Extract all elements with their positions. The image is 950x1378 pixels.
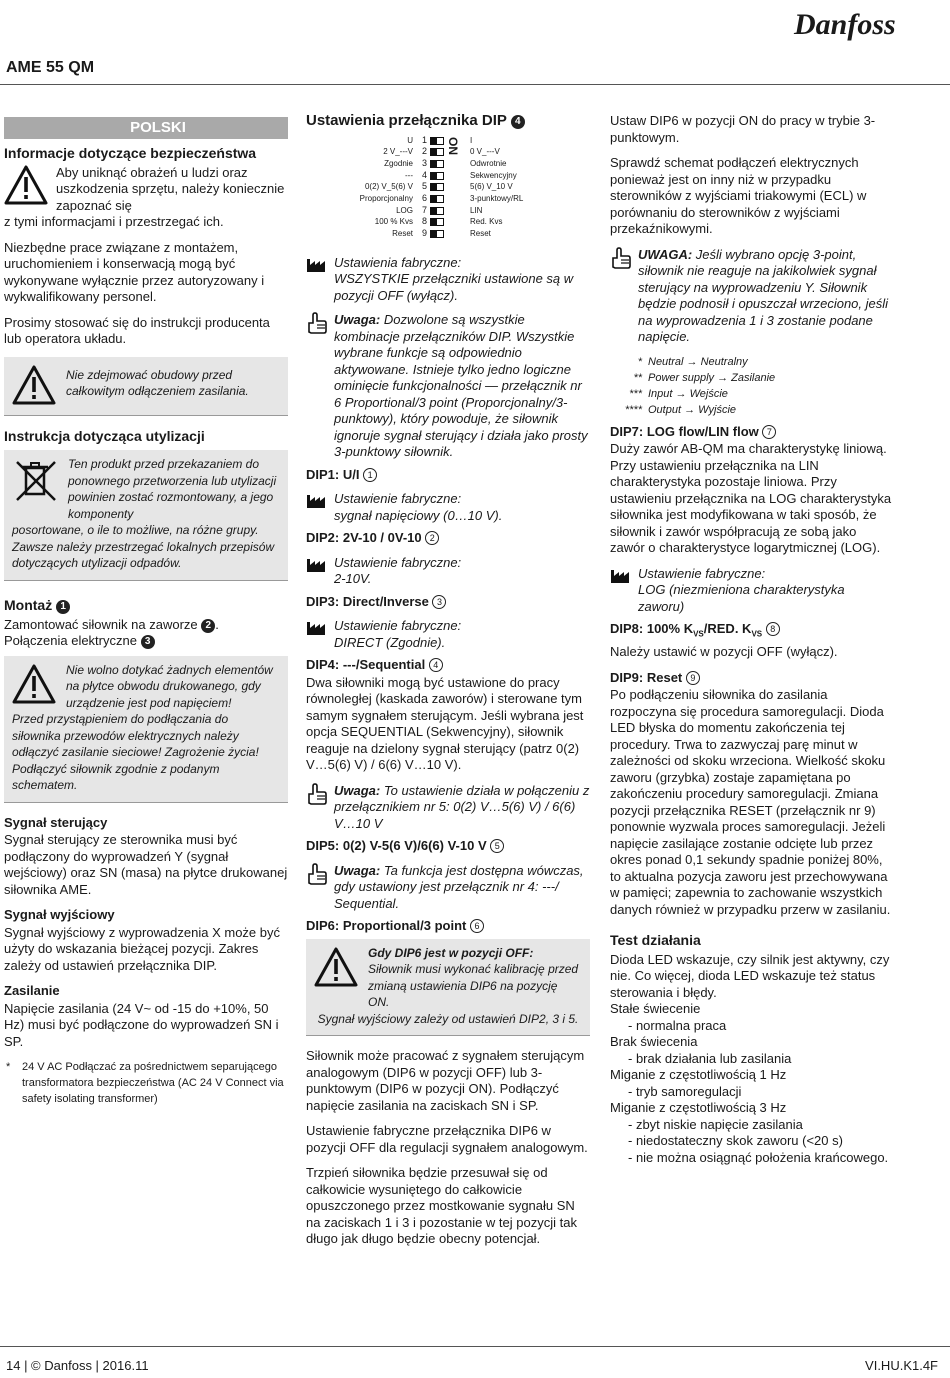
dip-switch-slider bbox=[430, 207, 444, 215]
dip-right-label: Red. Kvs bbox=[470, 217, 503, 227]
dip-switch-table bbox=[306, 135, 590, 245]
safety-warn-text-2: z tymi informacjami i przestrzegać ich. bbox=[4, 214, 224, 229]
dip-switch-number: 9 bbox=[422, 228, 428, 239]
step-2-badge: 2 bbox=[201, 619, 215, 633]
warning-triangle-icon bbox=[314, 947, 360, 989]
test-text: Dioda LED wskazuje, czy silnik jest aktywny, czy nie. Co więcej, dioda LED wskazuje też status sterowania i błędy. bbox=[610, 951, 890, 1000]
cover-warning-box bbox=[4, 357, 288, 416]
legend-row bbox=[618, 402, 894, 418]
dip6-warn-bold: Gdy DIP6 jest w pozycji OFF: bbox=[368, 945, 534, 960]
dip6-title: DIP6: Proportional/3 point 6 bbox=[306, 918, 590, 935]
dip8-title: DIP8: 100% $K_{VS}$/RED. $K_{VS}$ 8 bbox=[610, 621, 894, 643]
dip9-title: DIP9: Reset 9 bbox=[610, 670, 894, 687]
dip4-num: 4 bbox=[429, 658, 443, 672]
dip3-title: DIP3: Direct/Inverse 3 bbox=[306, 594, 590, 611]
dip4-note bbox=[306, 783, 590, 833]
led-status-detail: - tryb samoregulacji bbox=[628, 1083, 742, 1099]
dip-left-label: Reset bbox=[392, 229, 413, 239]
dip-switch-slider bbox=[430, 218, 444, 226]
dip3-factory bbox=[306, 618, 590, 651]
factory-icon bbox=[306, 555, 334, 588]
danfoss-logo bbox=[788, 4, 898, 44]
dip-left-label: U bbox=[407, 135, 413, 145]
dip-switch-number: 7 bbox=[422, 204, 428, 215]
cover-warning-text: Nie zdejmować obudowy przed całkowitym odłączeniem zasilania. bbox=[66, 367, 249, 398]
dip7-num: 7 bbox=[762, 425, 776, 439]
dip-switch-slider bbox=[430, 195, 444, 203]
dip-switch-number: 2 bbox=[422, 146, 428, 157]
note-text: Dozwolone są wszystkie kombinacje przełączników DIP. Wszystkie wybrane funkcje są odpowiednio aktywowane. Istnieje tylko jedno logiczne ominięcie funkcjonalności — przełącznik nr 6 Proportional/3 point (Proporcjonalny/3-punktowy), który powoduje, że siłownik ignoruje sygnał sterujący i działa jako prosty 3-punktowy siłownik. bbox=[334, 312, 588, 459]
dip-right-label: 3-punktowy/RL bbox=[470, 194, 524, 204]
legend-star: **** bbox=[624, 403, 642, 416]
dip6-on-text: Ustaw DIP6 w pozycji ON do pracy w trybie 3-punktowym. bbox=[610, 113, 876, 145]
footnote-star: * bbox=[6, 1061, 11, 1073]
elec-warning-head: Nie wolno dotykać żadnych elementów na płytce obwodu drukowanego, gdy urządzenie jest pod napięciem! bbox=[66, 662, 273, 710]
led-status-detail: - zbyt niskie napięcie zasilania bbox=[628, 1116, 803, 1132]
disposal-text-tail: posortowane, o ile to możliwe, na różne grupy. Zawsze należy przestrzegać lokalnych przepisów dotyczących utylizacji odpadów. bbox=[12, 523, 275, 570]
dip-left-label: Proporcjonalny bbox=[359, 194, 413, 204]
dip-switch-number: 3 bbox=[422, 157, 428, 168]
dip7-text: Duży zawór AB-QM ma charakterystykę liniową. Przy ustawieniu przełącznika na LIN charakterystyka pozostaje liniowa. Przy ustawieniu przełącznika na LOG charakterystyka siłownika jest modyfikowana w taki sposób, że siłownik i zawór współpracują ze sobą jako zawór o charakterystyce logarytmicznej (LOG). bbox=[610, 441, 892, 555]
test-title: Test działania bbox=[610, 932, 701, 949]
legend-text: Power supply → Zasilanie bbox=[648, 371, 776, 384]
dip2-factory-label: Ustawienie fabryczne: bbox=[334, 554, 462, 570]
language-band: POLSKI bbox=[4, 117, 288, 139]
dip1-factory-label: Ustawienie fabryczne: bbox=[334, 491, 462, 506]
dip4-note-text: To ustawienie działa w połączeniu z przełącznikiem nr 5: 0(2) V…5(6) V) / 6(6) V…10 V bbox=[334, 782, 590, 831]
dip-left-label: 2 V_---V bbox=[383, 147, 413, 157]
dip5-num: 5 bbox=[490, 839, 504, 853]
dip2-num: 2 bbox=[425, 531, 439, 545]
factory-label: Ustawienia fabryczne: bbox=[334, 254, 462, 270]
dip1-factory-text: sygnał napięciowy (0…10 V). bbox=[334, 507, 503, 523]
dip-switch-number: 1 bbox=[422, 134, 428, 145]
warn-label: UWAGA: bbox=[638, 246, 693, 262]
dip-left-label: --- bbox=[405, 170, 413, 180]
dip5-title: DIP5: 0(2) V-5(6 V)/6(6) V-10 V 5 bbox=[306, 838, 590, 855]
footer-rule bbox=[0, 1346, 950, 1347]
dip3-factory-label: Ustawienie fabryczne: bbox=[334, 618, 462, 633]
dip9-text: Po podłączeniu siłownika do zasilania rozpoczyna się procedura samoregulacji. Dioda LED błyska do momentu zakończenia tej procedury. Trwa to zazwyczaj parę minut w zależności od skoku wrzeciona. Wielkość skoku zaworu (grzybka) zostaje zapamiętana po zakończeniu procedury samoregulacji. Zmiana pozycji przełącznika RESET (przełącznik nr 9) ponownie wyzwala proces samoregulacji. Jeżeli napięcie zasilające zostanie odcięte lub przez okres ponad 0,1 sekundy spadnie poniżej 80%, to aktualna pozycja zaworu jest przechowywana w pamięci; zapewnia to zachowanie wszystkich danych również w przypadku przerw w zasilaniu. bbox=[610, 687, 891, 917]
dip6-warn-text: Siłownik musi wykonać kalibrację przed zmianą ustawienia DIP6 na pozycję ON. bbox=[368, 962, 579, 1009]
factory-icon bbox=[610, 566, 638, 616]
led-status-mode: Stałe świecenie bbox=[610, 1001, 701, 1017]
dip-on-label: ON bbox=[446, 136, 460, 155]
para-personnel: Niezbędne prace związane z montażem, uruchomieniem i konserwacją mogą być wykonywane wyłącznie przez autoryzowany i wykwalifikowany personel. bbox=[4, 239, 265, 304]
step-1-badge: 1 bbox=[56, 600, 70, 614]
warning-triangle-icon bbox=[4, 165, 56, 215]
dip7-title: DIP7: LOG flow/LIN flow 7 bbox=[610, 424, 894, 441]
dip-right-label: LIN bbox=[470, 205, 483, 215]
led-status-detail: - nie można osiągnąć położenia krańcowego. bbox=[628, 1149, 889, 1165]
crossed-bin-icon bbox=[12, 458, 60, 500]
dip2-title: DIP2: 2V-10 / 0V-10 2 bbox=[306, 530, 590, 547]
safety-warn-text: Aby uniknąć obrażeń u ludzi oraz uszkodzenia sprzętu, należy koniecznie zapoznać się bbox=[56, 164, 285, 213]
dip1-title: DIP1: U/I 1 bbox=[306, 467, 590, 484]
disposal-box bbox=[4, 450, 288, 581]
legend-star: *** bbox=[629, 387, 642, 400]
mount-line-2: Połączenia elektryczne 3 bbox=[4, 633, 288, 650]
dip6-warn-tail: Sygnał wyjściowy zależy od ustawień DIP2, 3 i 5. bbox=[317, 1011, 579, 1026]
out-signal-title: Sygnał wyjściowy bbox=[4, 907, 115, 922]
mount-title: Montaż 1 bbox=[4, 597, 288, 614]
led-status-detail: - niedostateczny skok zaworu (<20 s) bbox=[628, 1133, 843, 1149]
factory-settings-note bbox=[306, 255, 590, 305]
column-1 bbox=[4, 113, 288, 1107]
led-status-detail: - brak działania lub zasilania bbox=[628, 1050, 792, 1066]
hand-pointer-icon bbox=[610, 247, 638, 346]
dip7-factory-label: Ustawienie fabryczne: bbox=[638, 565, 766, 581]
figure-4-badge: 4 bbox=[511, 115, 525, 129]
dip-switch-slider bbox=[430, 183, 444, 191]
supply-title: Zasilanie bbox=[4, 983, 60, 998]
legend-row bbox=[618, 354, 894, 370]
legend-star: * bbox=[637, 355, 642, 368]
legend-text: Output → Wyjście bbox=[648, 403, 737, 416]
dip-switch-graphic bbox=[420, 135, 460, 245]
dip5-note bbox=[306, 863, 590, 913]
led-status-mode: Miganie z częstotliwością 3 Hz bbox=[610, 1100, 787, 1116]
hand-pointer-icon bbox=[306, 783, 334, 833]
dip3-factory-text: DIRECT (Zgodnie). bbox=[334, 634, 446, 650]
safety-warning bbox=[4, 165, 288, 231]
dip8-num: 8 bbox=[766, 622, 780, 636]
dip-switch-number: 6 bbox=[422, 193, 428, 203]
dip6-para-1: Siłownik może pracować z sygnałem sterującym analogowym (DIP6 w pozycji OFF) lub 3-punktowym (DIP6 w pozycji ON). Podłączyć napięcie zasilania na zaciskach SN i SP. bbox=[306, 1048, 585, 1113]
dip-right-label: Sekwencyjny bbox=[470, 170, 517, 180]
three-point-warning bbox=[610, 247, 894, 346]
footnote bbox=[6, 1059, 288, 1107]
dip1-factory bbox=[306, 491, 590, 524]
dip-switch-number: 5 bbox=[422, 181, 428, 192]
led-status-mode: Miganie z częstotliwością 1 Hz bbox=[610, 1067, 787, 1083]
dip6-para-3: Trzpień siłownika będzie przesuwał się od całkowicie wysuniętego do całkowicie opuszczonego przez mostkowanie sygnału SN na zaciskach 1 i 3 i pozostanie w tej pozycji tak długo jak długo będzie obecny potencjał. bbox=[306, 1165, 577, 1246]
dip1-num: 1 bbox=[363, 468, 377, 482]
dip7-factory bbox=[610, 566, 894, 616]
warning-triangle-icon bbox=[12, 664, 58, 706]
dip4-note-label: Uwaga: bbox=[334, 782, 381, 798]
legend-star: ** bbox=[633, 371, 642, 384]
dip-switch-slider bbox=[430, 148, 444, 156]
factory-icon bbox=[306, 618, 334, 651]
ctrl-signal-title: Sygnał sterujący bbox=[4, 814, 108, 830]
dip2-factory-text: 2-10V. bbox=[334, 571, 372, 586]
factory-text: WSZYSTKIE przełączniki ustawione są w pozycji OFF (wyłącz). bbox=[334, 271, 574, 303]
dip8-text: Należy ustawić w pozycji OFF (wyłącz). bbox=[610, 644, 838, 660]
dip-right-label: I bbox=[470, 135, 473, 145]
disposal-title: Instrukcja dotycząca utylizacji bbox=[4, 427, 205, 444]
warning-triangle-icon bbox=[12, 365, 58, 407]
elec-warning-tail: Przed przystąpieniem do podłączania do siłownika przewodów elektrycznych należy odłączyć zasilanie sieciowe! Zagrożenie życia! Podłączyć siłownik zgodnie z podanym schematem. bbox=[12, 712, 259, 792]
footer-page-info: 14 | © Danfoss | 2016.11 bbox=[6, 1358, 149, 1373]
dip-left-label: Zgodnie bbox=[384, 158, 413, 168]
column-2 bbox=[306, 113, 590, 1257]
dip-right-label: 5(6) V_10 V bbox=[470, 182, 513, 192]
logo-wordmark: Danfoss bbox=[794, 8, 896, 41]
dip-left-label: LOG bbox=[396, 205, 413, 215]
factory-icon bbox=[306, 491, 334, 524]
dip-right-labels bbox=[460, 135, 523, 245]
disposal-text-head: Ten produkt przed przekazaniem do ponownego przetworzenia lub utylizacji powinien zostać rozmontowany, a jego komponenty bbox=[68, 457, 277, 521]
dip6-para-2: Ustawienie fabryczne przełącznika DIP6 w pozycji OFF dla regulacji sygnałem analogowym. bbox=[306, 1123, 588, 1155]
dip-right-label: Odwrotnie bbox=[470, 158, 507, 168]
dip-switch-number: 8 bbox=[422, 216, 428, 227]
legend-row bbox=[618, 370, 894, 386]
factory-icon bbox=[306, 255, 334, 305]
led-status-detail: - normalna praca bbox=[628, 1017, 727, 1033]
led-status-mode: Brak świecenia bbox=[610, 1034, 698, 1050]
footnote-text: 24 V AC Podłączać za pośrednictwem separującego transformatora bezpieczeństwa (AC 24 V Connect via safety isolating transformer) bbox=[22, 1061, 284, 1105]
footer-doc-code: VI.HU.K1.4F bbox=[865, 1358, 938, 1373]
dip-right-label: 0 V_---V bbox=[470, 147, 500, 157]
note-label: Uwaga: bbox=[334, 312, 381, 327]
legend-text: Neutral → Neutralny bbox=[648, 355, 748, 368]
dip3-num: 3 bbox=[432, 595, 446, 609]
mount-line-1: Zamontować siłownik na zaworze 2 . bbox=[4, 616, 219, 632]
step-3-badge: 3 bbox=[141, 635, 155, 649]
dip-settings-title: Ustawienia przełącznika DIP 4 bbox=[306, 113, 590, 130]
dip-switch-slider bbox=[430, 172, 444, 180]
led-status-list bbox=[610, 1001, 894, 1166]
header-rule bbox=[0, 84, 950, 85]
dip6-num: 6 bbox=[470, 919, 484, 933]
para-instructions: Prosimy stosować się do instrukcji producenta lub operatora układu. bbox=[4, 314, 270, 346]
safety-title: Informacje dotyczące bezpieczeństwa bbox=[4, 145, 257, 161]
out-signal-text: Sygnał wyjściowy z wyprowadzenia X może być użyty do wskazania bieżącej pozycji. Zakres zależy od ustawień przełącznika DIP. bbox=[4, 924, 280, 973]
column-3 bbox=[610, 113, 894, 1166]
dip-note bbox=[306, 312, 590, 461]
legend-text: Input → Wejście bbox=[648, 387, 728, 400]
legend-row bbox=[618, 386, 894, 402]
dip6-warning-box bbox=[306, 939, 590, 1037]
dip4-title: DIP4: ---/Sequential 4 bbox=[306, 657, 590, 674]
dip4-text: Dwa siłowniki mogą być ustawione do pracy równoległej (kaskada zaworów) i sterowane tym samym sygnałem sterującym. Jeśli wybrana jest opcja SEQUENTIAL (Sekwencyjny), siłownik reaguje na dzielony sygnał sterujący (patrz 0(2) V…5(6) V) / 6(6) V…10 V). bbox=[306, 674, 584, 772]
doc-title: AME 55 QM bbox=[6, 59, 95, 76]
dip-switch-slider bbox=[430, 137, 444, 145]
dip2-factory bbox=[306, 555, 590, 588]
wiring-text: Sprawdź schemat podłączeń elektrycznych ponieważ jest on inny niż w przypadku sterowników z wyjściami triakowymi (ECL) w porównaniu do sterowników z wyjściami przekaźnikowymi. bbox=[610, 155, 867, 236]
warn-text: Jeśli wybrano opcję 3-point, siłownik nie reaguje na jakikolwiek sygnał sterujący na wyprowadzeniu Y. Siłownik będzie podnosił i opuszczał wrzeciono, jeśli na wyprowadzenia 1 i 3 zostanie podane napięcie. bbox=[638, 246, 889, 344]
dip9-num: 9 bbox=[686, 671, 700, 685]
dip-switch-number: 4 bbox=[422, 169, 428, 180]
dip-left-label: 100 % Kvs bbox=[374, 217, 413, 227]
hand-pointer-icon bbox=[306, 312, 334, 461]
dip-left-labels bbox=[306, 135, 420, 245]
dip5-note-label: Uwaga: bbox=[334, 862, 381, 878]
dip7-factory-text: LOG (niezmieniona charakterystyka zaworu) bbox=[638, 582, 845, 614]
dip5-note-text: Ta funkcja jest dostępna wówczas, gdy ustawiony jest przełącznik nr 4: ---/ Sequential. bbox=[334, 862, 584, 911]
terminal-legend bbox=[618, 354, 894, 418]
dip-right-label: Reset bbox=[470, 229, 491, 239]
supply-text: Napięcie zasilania (24 V~ od -15 do +10%, 50 Hz) musi być podłączone do wyprowadzeń SN i SP. bbox=[4, 1000, 279, 1049]
ctrl-signal-text: Sygnał sterujący ze sterownika musi być podłączony do wyprowadzeń Y (sygnał wejściowy) oraz SN (masa) na płytce drukowanej siłownika AME. bbox=[4, 832, 288, 897]
hand-pointer-icon bbox=[306, 863, 334, 913]
dip-switch-slider bbox=[430, 160, 444, 168]
dip-left-label: 0(2) V_5(6) V bbox=[364, 182, 413, 192]
dip-switch-slider bbox=[430, 230, 444, 238]
electrical-warning-box bbox=[4, 656, 288, 803]
